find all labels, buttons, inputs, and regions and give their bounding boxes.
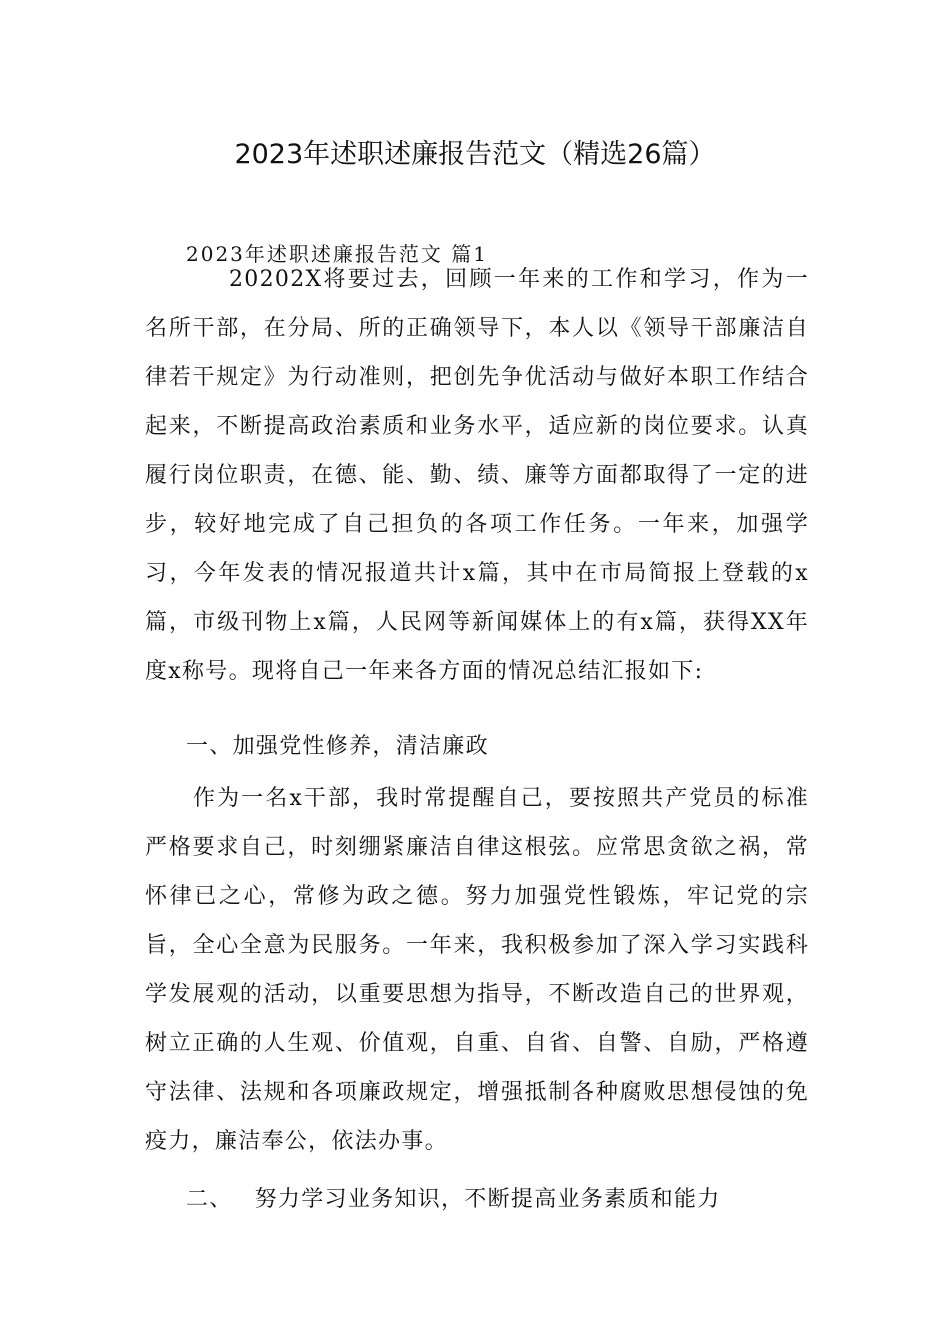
heading-two-number: 二、	[186, 1187, 233, 1212]
paragraph-integrity: 作为一名x干部，我时常提醒自己，要按照共产党员的标准严格要求自己，时刻绷紧廉洁自律这根弦。应常思贪欲之祸，常怀律已之心，常修为政之德。努力加强党性锻炼，牢记党的宗旨，全心全意为民服务。一年来，我积极参加了深入学习实践科学发展观的活动，以重要思想为指导，不断改造自己的世界观，树立正确的人生观、价值观，自重、自省、自警、自励，严格遵守法律、法规和各项廉政规定，增强抵制各种腐败思想侵蚀的免疫力，廉洁奉公，依法办事。	[145, 786, 809, 1154]
paragraph-intro: 20202X将要过去，回顾一年来的工作和学习，作为一名所干部，在分局、所的正确领导下，本人以《领导干部廉洁自律若干规定》为行动准则，把创先争优活动与做好本职工作结合起来，不断提高政治素质和业务水平，适应新的岗位要求。认真履行岗位职责，在德、能、勤、绩、廉等方面都取得了一定的进步，较好地完成了自己担负的各项工作任务。一年来，加强学习，今年发表的情况报道共计x篇，其中在市局简报上登载的x篇，市级刊物上x篇，人民网等新闻媒体上的有x篇，获得XX年度x称号。现将自己一年来各方面的情况总结汇报如下:	[145, 267, 809, 684]
heading-two	[186, 1175, 721, 1224]
heading-two-text: 努力学习业务知识，不断提高业务素质和能力	[254, 1187, 721, 1212]
document-title: 2023年述职述廉报告范文（精选26篇）	[234, 139, 716, 170]
heading-one: 一、加强党性修养，清洁廉政	[186, 734, 489, 759]
section-heading: 2023年述职述廉报告范文 篇1	[186, 242, 488, 266]
